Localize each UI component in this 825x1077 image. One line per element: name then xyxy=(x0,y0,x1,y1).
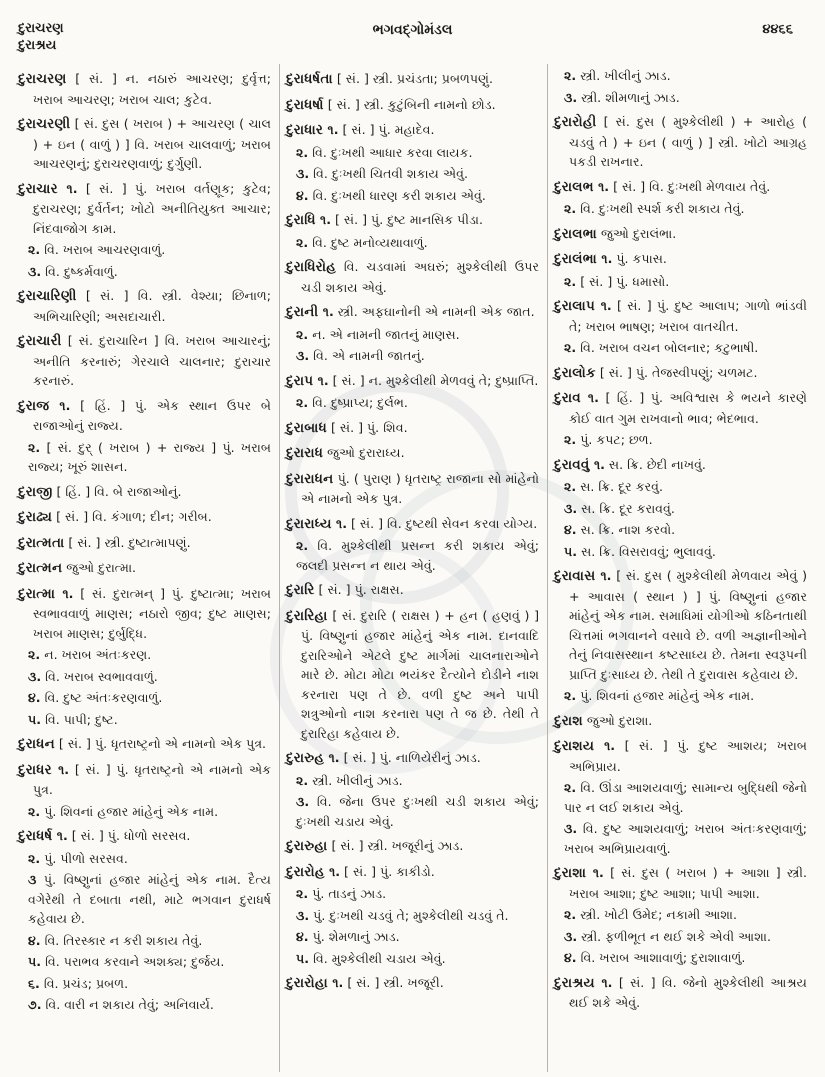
sense-number: ૧. xyxy=(52,828,68,843)
definition-text: પું. ( પુરાણ ) ધૃતરાષ્ટ્ર રાજાના સો માંહેનો એ નામનો એક પુત્ર. xyxy=(301,470,539,506)
headword: દુરાજી xyxy=(18,484,53,500)
definition-text: [ સં. ] પું. રાક્ષસ. xyxy=(314,582,404,597)
sense-line xyxy=(18,438,271,477)
definition-text: વિ. ખરાબ સ્વભાવવાળું. xyxy=(41,668,158,684)
column-3 xyxy=(547,64,815,1072)
sense-line xyxy=(286,393,539,413)
definition-text: [ સં. ] સ્ત્રી. ખજૂરીનું ઝાડ. xyxy=(327,838,464,853)
definition-text: વિ. જેના ઉપર દુઃખથી ચડી શકાય એવું; દુઃખથી ચડાય એવું. xyxy=(296,794,539,829)
definition-text: પું. તાડનું ઝાડ. xyxy=(308,886,387,901)
definition-text: [ હિં. ] પું. અવિશ્વાસ કે ભયને કારણે કોઈ વાત ગુમ રાખવાનો ભાવ; ભેદભાવ. xyxy=(569,390,807,426)
dictionary-entry xyxy=(286,95,539,116)
sense-number: ૨. xyxy=(296,538,309,553)
sense-line xyxy=(554,199,807,219)
sense-line xyxy=(554,88,807,108)
definition-text: [ સં. ] ન. મુશ્કેલીથી મેળવવું તે; દુષ્પ્રાપ્તિ. xyxy=(328,372,539,388)
dictionary-entry xyxy=(286,580,539,601)
dictionary-entry xyxy=(286,606,539,744)
headword: દુરાલાપ xyxy=(554,299,595,314)
sense-number: ૨. xyxy=(28,439,41,455)
sense-line xyxy=(554,66,807,86)
definition-text: પું. પીળો સરસવ. xyxy=(40,850,128,866)
sense-line xyxy=(554,520,807,540)
sense-line xyxy=(286,536,539,575)
definition-text: [ સં. ] ન. નઠારું આચરણ; દુર્વૃત્ત; ખરાબ આચરણ; ખરાબ ચાલ; કુટેવ. xyxy=(33,71,271,107)
sense-number: ૫. xyxy=(28,711,42,727)
sense-number: ૩. xyxy=(564,500,578,516)
sense-line xyxy=(554,905,807,925)
sense-number: ૧. xyxy=(593,178,610,194)
headword: દુરાશા xyxy=(554,866,587,881)
sense-number: ૩. xyxy=(564,821,578,836)
definition-text: [ સં. ] સ્ત્રી. પ્રચંડતા; પ્રબળપણું. xyxy=(332,71,494,86)
sense-line xyxy=(18,710,271,730)
headword: દુરાત્મન xyxy=(18,561,63,576)
headword: દુરારિ xyxy=(286,583,315,598)
dictionary-entry xyxy=(18,533,271,554)
sense-number: ૧. xyxy=(323,122,339,137)
definition-text: [ સં. ] પું. દુષ્ટ આલાપ; ગાળો ભાંડવી તે; ખરાબ ભાષણ; ખરાબ વાતચીત. xyxy=(569,298,807,334)
headword: દુરારુહ xyxy=(286,751,325,766)
sense-number: ૨. xyxy=(564,688,577,703)
sense-number: ૪. xyxy=(28,690,41,705)
headword: દુરાચારી xyxy=(18,334,62,349)
definition-text: [ સં. ] પું. કાકીડો. xyxy=(340,863,435,879)
definition-text: [ સં. ] પું. નાળિયેરીનું ઝાડ. xyxy=(339,750,481,765)
sense-line xyxy=(286,164,539,184)
sense-number: ૪. xyxy=(296,187,309,203)
sense-number: ૨. xyxy=(564,340,577,355)
headword: દુરારાધન xyxy=(286,471,334,487)
sense-line xyxy=(18,688,271,708)
definition-text: ન. ખરાબ અંતઃકરણ. xyxy=(40,647,152,662)
headword: દુરાધર્ષા xyxy=(286,97,324,113)
headword: દુરાધાર xyxy=(286,123,324,138)
definition-text: [ સં. ] પું. દુષ્ટ માનસિક પીડા. xyxy=(331,212,483,227)
definition-text: સ્ત્રી. ફળીભૂત ન થઈ શકે એવી આશા. xyxy=(577,928,771,944)
definition-text: પું. વિષ્ણુનાં હજાર માંહેનું એક નામ. દૈત્ય વગેરેથી તે દબાતા નથી, માટે ભગવાન દુરાધર્ષ કહેવાય છે. xyxy=(28,872,271,926)
definition-text: પું. કપાસ. xyxy=(612,251,667,266)
definition-text: વિ. દુષ્ટ આશયવાળું; ખરાબ અંતઃકરણવાળું; ખરાબ અભિપ્રાયવાળું. xyxy=(564,821,807,856)
headword: દુરાશય xyxy=(554,739,595,754)
headword: દુરાવ xyxy=(554,391,581,406)
sense-number: ૨. xyxy=(28,242,41,257)
definition-text: પું. શિવનાં હજાર માંહેનું એક નામ. xyxy=(576,688,755,703)
dictionary-entry xyxy=(554,112,807,172)
dictionary-entry xyxy=(286,862,539,883)
dictionary-entry xyxy=(554,363,807,384)
sense-number: ૩. xyxy=(296,166,310,181)
headword: દુરાધર xyxy=(18,762,52,778)
sense-line xyxy=(18,645,271,665)
sense-number: ૨. xyxy=(296,395,309,410)
sense-number: ૩ xyxy=(28,872,37,887)
sense-line xyxy=(554,778,807,817)
definition-text: વિ. દુષ્ટ અંતઃકરણવાળું. xyxy=(40,690,163,705)
sense-line xyxy=(554,338,807,358)
dictionary-entry xyxy=(554,388,807,428)
definition-text: સ. ક્રિ. વિસરાવવું; ભુલાવવું. xyxy=(577,543,716,559)
sense-line xyxy=(286,325,539,345)
definition-text: જુઓ દુરાશા. xyxy=(582,712,653,728)
definition-text: [ સં. ] પું. ધૃતરાષ્ટ્રનો એ નામનો એક પુત્ર. xyxy=(54,736,267,751)
dictionary-entry xyxy=(286,120,539,141)
headword: દુરાજ xyxy=(18,398,50,414)
definition-text: [ સં. દુસ ( મુશ્કેલીથી ) + આરોહ ( ચડવું તે ) + ઇન ( વાળું ) ] સ્ત્રી. ખોટો આગ્રહ પકડી રાખનાર. xyxy=(569,114,807,169)
headword: દુરાધન xyxy=(18,737,55,752)
dictionary-entry xyxy=(18,584,271,644)
sense-number: ૧. xyxy=(57,180,78,196)
dictionary-entry xyxy=(554,566,807,684)
sense-number: ૪. xyxy=(296,929,309,944)
definition-text: પું. શેમળાનું ઝાડ. xyxy=(308,929,400,944)
column-2 xyxy=(279,64,547,1072)
sense-number: ૧. xyxy=(589,456,605,472)
definition-text: વિ. દુષ્ટ મનોવ્યથાવાળું. xyxy=(308,234,428,250)
headword: દુરાધર્ષ xyxy=(18,829,53,844)
definition-text: [ સં. દુસ ( મુશ્કેલીથી મેળવાય એવું ) + આવાસ ( સ્થાન ) ] પું. વિષ્ણુનાં હજાર માંહેનું એક નામ. સમાધિમાં યોગીઓ કઠિનતાથી ચિત્તમાં ભગવાનને વસાવે છે. વળી અજ્ઞાનીઓને તેનું નિવાસસ્થાન કષ્ટસાધ્ય છે. તેમના સ્વરૂપની પ્રાપ્તિ દુઃસાધ્ય છે. તેથી તે દુરાવાસ કહેવાય છે. xyxy=(569,568,807,682)
dictionary-entry xyxy=(286,257,539,297)
sense-number: ૫. xyxy=(564,543,578,559)
definition-text: વિ. દુઃખથી આધાર કરવા લાયક. xyxy=(308,144,473,160)
definition-text: જુઓ દુરાત્મા. xyxy=(62,560,137,575)
sense-number: ૨. xyxy=(296,326,309,342)
definition-text: ન. એ નામની જાતનું માણસ. xyxy=(308,326,460,342)
headword: દુરારિહા xyxy=(286,608,328,624)
definition-text: [ સં. ] સ્ત્રી. કુટુંબિની નામનો છોડ. xyxy=(323,96,496,112)
sense-number: ૪. xyxy=(564,950,577,965)
definition-text: [ સં. ] સ્ત્રી. દુષ્ટાત્માપણું. xyxy=(64,534,191,550)
headword: દુરાત્મતા xyxy=(18,535,65,551)
headword: દુરાત્મા xyxy=(18,586,56,602)
headword: દુરાચરણ xyxy=(18,72,67,87)
definition-text: સ્ત્રી. શીમળાનું ઝાડ. xyxy=(577,89,680,105)
definition-text: વિ. દુઃખથી સ્પર્શ કરી શકાય તેવું. xyxy=(576,201,745,216)
sense-number: ૨. xyxy=(28,803,41,819)
dictionary-entry xyxy=(18,826,271,847)
sense-number: ૧. xyxy=(324,863,341,879)
sense-number: ૩. xyxy=(296,348,310,363)
definition-text: વિ. એ નામની જાતનું. xyxy=(309,348,425,363)
sense-number: ૪. xyxy=(28,932,41,948)
definition-text: [ સં. ] વિ. કંગાળ; દીન; ગરીબ. xyxy=(52,509,212,524)
definition-text: વિ. દુઃખથી ચિતવી શકાય એવું. xyxy=(309,166,469,181)
page-number: ૪૪૬૬ xyxy=(762,22,793,37)
dictionary-entry xyxy=(286,514,539,535)
definition-text: વિ. ખરાબ આચરણવાળું. xyxy=(40,242,166,257)
definition-text: [ સં. ] પું. ધોળો સરસવ. xyxy=(67,828,191,843)
dictionary-entry xyxy=(18,507,271,528)
headword: દુરારોહા xyxy=(286,976,328,991)
sense-line xyxy=(286,927,539,947)
headword: દુરારાધ xyxy=(286,446,324,461)
definition-text: વિ. મુશ્કેલીથી ચડાય એવું. xyxy=(309,950,446,966)
definition-text: વિ. દુઃખથી ધારણ કરી શકાય એવું. xyxy=(308,187,486,203)
sense-number: ૨. xyxy=(564,907,577,922)
sense-line xyxy=(18,995,271,1015)
sense-line xyxy=(554,542,807,562)
headword: દુરાલોક xyxy=(554,365,596,381)
dictionary-entry xyxy=(286,302,539,323)
sense-number: ૧. xyxy=(594,738,616,753)
sense-number: ૧. xyxy=(315,212,331,227)
definition-text: સ. ક્રિ. છેદી નાખવું. xyxy=(604,456,706,472)
sense-line xyxy=(18,802,271,822)
definition-text: [ સં. ] વિ. સ્ત્રી. વેશ્યા; છિનાળ; અભિચારિણી; અસદાચારી. xyxy=(33,288,271,324)
sense-number: ૧. xyxy=(313,372,329,388)
definition-text: પું. શિવનાં હજાર માંહેનું એક નામ. xyxy=(40,803,219,819)
dictionary-entry xyxy=(286,973,539,994)
definition-text: પું. દુઃખથી ચડવું તે; મુશ્કેલીથી ચડવું તે. xyxy=(309,907,509,923)
sense-number: ૧. xyxy=(595,568,612,583)
sense-number: ૨. xyxy=(28,647,41,662)
definition-text: [ સં. ] પું. તેજસ્વીપણું; ચળમટ. xyxy=(595,364,758,380)
definition-text: [ હિં. ] પું. એક સ્થાન ઉપર બે રાજાઓનું રાજ્ય. xyxy=(33,397,271,433)
dictionary-entry xyxy=(18,286,271,326)
sense-number: ૧. xyxy=(331,515,348,531)
sense-line xyxy=(286,346,539,366)
sense-line xyxy=(554,948,807,968)
dictionary-entry xyxy=(286,69,539,90)
dictionary-entry xyxy=(554,177,807,198)
sense-number: ૧. xyxy=(580,390,599,405)
sense-number: ૧. xyxy=(327,975,344,990)
dictionary-entry xyxy=(286,836,539,857)
sense-number: ૨. xyxy=(296,886,309,901)
definition-text: સ. ક્રિ. દૂર કરાવવું. xyxy=(577,500,675,516)
sense-number: ૨. xyxy=(564,780,577,795)
definition-text: [ સં. ] વિ. જેનો મુશ્કેલીથી આશ્રય થઈ શકે એવું. xyxy=(569,974,807,1010)
definition-text: જુઓ દુરારાધ્ય. xyxy=(323,445,405,460)
definition-text: વિ. વારી ન શકાય તેવું; અનિવાર્ય. xyxy=(41,997,214,1012)
definition-text: [ સં. દુરાચારિન ] વિ. ખરાબ આચારનું; અનીતિ કરનારું; ગેરચાલે ચાલનાર; દુરાચાર કરનારું. xyxy=(33,333,271,388)
definition-text: [ સં. ] વિ. દુઃખથી મેળવાય તેવું. xyxy=(609,178,771,194)
dictionary-entry xyxy=(18,760,271,800)
sense-line xyxy=(18,667,271,687)
headword: દુરાચરણી xyxy=(18,117,71,132)
sense-line xyxy=(286,143,539,163)
dictionary-entry xyxy=(286,469,539,509)
dictionary-entry xyxy=(554,863,807,903)
dictionary-entry xyxy=(18,69,271,109)
definition-text: સ. ક્રિ. દૂર કરવું. xyxy=(576,479,663,494)
dictionary-columns xyxy=(12,64,815,1077)
page-header xyxy=(0,14,825,64)
definition-text: [ હિં. ] વિ. બે રાજાઓનું. xyxy=(52,483,182,499)
dictionary-entry xyxy=(554,455,807,476)
dictionary-entry xyxy=(554,973,807,1013)
definition-text: [ સં. ] વિ. દુષ્ટથી સેવન કરવા યોગ્ય. xyxy=(347,515,538,531)
sense-line xyxy=(18,240,271,260)
headword: દુરાલભા xyxy=(554,226,598,242)
sense-line xyxy=(554,477,807,497)
sense-line xyxy=(554,499,807,519)
headword: દુરાની xyxy=(286,305,319,320)
definition-text: વિ. દુષ્કર્મવાળું. xyxy=(41,263,118,279)
headword: દુરાપ xyxy=(286,373,314,389)
sense-number: ૩. xyxy=(564,928,578,944)
dictionary-entry xyxy=(286,443,539,464)
definition-text: જુઓ દુરાલંભા. xyxy=(597,225,677,241)
sense-number: ૧. xyxy=(49,397,71,413)
definition-text: સ. ક્રિ. નાશ કરવો. xyxy=(576,522,676,537)
sense-number: ૧. xyxy=(594,974,613,990)
dictionary-entry xyxy=(554,224,807,245)
sense-number: ૨. xyxy=(564,201,577,216)
headword: દુરાચારિણી xyxy=(18,289,77,304)
definition-text: [ સં. ] પું. શિવ. xyxy=(326,419,408,435)
dictionary-entry xyxy=(18,114,271,174)
sense-line xyxy=(286,792,539,831)
sense-number: ૫. xyxy=(296,950,310,966)
definition-text: વિ. ખરાબ આશાવાળું; દુરાશાવાળું. xyxy=(576,950,746,965)
definition-text: [ સં. ] પું. મહાદેવ. xyxy=(338,122,435,137)
sense-line xyxy=(18,931,271,951)
sense-line xyxy=(286,233,539,253)
sense-line xyxy=(286,884,539,904)
sense-line xyxy=(554,686,807,706)
definition-text: વિ. પરાભવ કરવાને અશક્ય; દુર્જય. xyxy=(41,954,225,969)
definition-text: [ સં. દુસ ( ખરાબ ) + આશા ] સ્ત્રી. ખરાબ આશા; દુષ્ટ આશા; પાપી આશા. xyxy=(569,865,807,901)
definition-text: પું. કપટ; છળ. xyxy=(576,432,653,447)
headword: દુરાલંભા xyxy=(554,252,598,267)
headword: દુરારોહી xyxy=(554,115,597,130)
dictionary-entry xyxy=(286,371,539,392)
definition-text: સ્ત્રી. ખીલીનું ઝાડ. xyxy=(576,68,671,83)
sense-number: ૧. xyxy=(586,865,604,880)
definition-text: વિ. ચડવામાં અઘરું; મુશ્કેલીથી ઉપર ચડી શકાય એવું. xyxy=(301,259,539,295)
sense-number: ૬. xyxy=(28,975,40,991)
headword: દુરાચાર xyxy=(18,181,58,197)
sense-line xyxy=(554,430,807,450)
sense-number: ૩. xyxy=(28,263,42,279)
sense-line xyxy=(286,906,539,926)
definition-text: [ સં. દુસ ( ખરાબ ) + આચરણ ( ચાલ ) + ઇન ( વાળું ) ] વિ. ખરાબ ચાલવાળું; ખરાબ આચરણનું; દુરાચરણવાળું; દુર્ગુણી. xyxy=(33,116,271,171)
definition-text: [ સં. દુર્ ( ખરાબ ) + રાજ્ય ] પું. ખરાબ રાજ્ય; ખૂરું શાસન. xyxy=(28,439,271,474)
sense-number: ૨. xyxy=(296,144,309,160)
headword: દુરાધર્ષતા xyxy=(286,72,333,87)
definition-text: [ સં. દુરાત્મન્ ] પું. દુષ્ટાત્મા; ખરાબ સ્વભાવવાળું માણસ; નઠારો જીવ; દુષ્ટ માણસ; ખરાબ માણસ; દુર્બુદ્ધિ. xyxy=(33,585,271,641)
sense-number: ૨. xyxy=(296,772,309,788)
sense-line xyxy=(18,262,271,282)
dictionary-entry xyxy=(18,179,271,239)
headword: દુરાશ્રય xyxy=(554,975,595,991)
sense-number: ૨. xyxy=(564,273,577,289)
dictionary-entry xyxy=(554,736,807,776)
sense-number: ૧. xyxy=(597,251,613,266)
definition-text: [ સં. ] પું. ધમાસો. xyxy=(576,273,670,289)
headword: દુરારોહ xyxy=(286,864,325,880)
definition-text: વિ. દુષ્પ્રાપ્ય; દુર્લભ. xyxy=(308,395,408,410)
sense-number: ૨. xyxy=(564,479,577,494)
dictionary-entry xyxy=(554,711,807,732)
dictionary-entry xyxy=(286,418,539,439)
sense-line xyxy=(18,849,271,869)
sense-number: ૧. xyxy=(55,585,74,601)
sense-line xyxy=(286,771,539,791)
definition-text: વિ. પાપી; દુષ્ટ. xyxy=(41,711,118,727)
sense-line xyxy=(18,952,271,972)
headword: દુરાધિરોહ xyxy=(286,260,337,275)
headword: દુરારાધ્ય xyxy=(286,516,332,532)
headword: દુરાવાસ xyxy=(554,569,596,584)
sense-number: ૧. xyxy=(51,761,70,777)
sense-number: ૩. xyxy=(564,89,578,105)
dictionary-entry xyxy=(18,558,271,579)
definition-text: વિ. પ્રચંડ; પ્રબળ. xyxy=(39,975,129,991)
definition-text: વિ. ખરાબ વચન બોલનાર; કટુભાષી. xyxy=(576,340,759,355)
definition-text: વિ. મુશ્કેલીથી પ્રસન્ન કરી શકાય એવું; જલદી પ્રસન્ન ન થાય એવું. xyxy=(296,538,539,573)
headword: દુરાઢ્ય xyxy=(18,510,53,525)
sense-number: ૧. xyxy=(594,298,612,313)
sense-number: ૩. xyxy=(296,907,310,923)
sense-number: ૭. xyxy=(28,997,42,1012)
definition-text: સ્ત્રી. અફઘાનોની એ નામની એક જાત. xyxy=(333,304,535,319)
column-1 xyxy=(12,64,279,1072)
definition-text: સ્ત્રી. ખીલીનું ઝાડ. xyxy=(308,772,403,788)
dictionary-entry xyxy=(18,331,271,391)
definition-text: સ્ત્રી. ખોટી ઉમેદ; નકામી આશા. xyxy=(576,907,738,922)
sense-number: ૩. xyxy=(28,668,42,684)
definition-text: [ સં. ] પું. દુષ્ટ આશય; ખરાબ અભિપ્રાય. xyxy=(569,738,807,774)
sense-line xyxy=(18,974,271,994)
sense-line xyxy=(286,186,539,206)
headword: દુરાશ xyxy=(554,713,583,729)
sense-number: ૧. xyxy=(324,750,340,765)
guide-word-top: દુરાચરણ xyxy=(18,21,64,36)
sense-line xyxy=(554,819,807,858)
dictionary-entry xyxy=(554,296,807,336)
sense-line xyxy=(554,927,807,947)
sense-number: ૨. xyxy=(28,850,41,866)
sense-number: ૨. xyxy=(564,432,577,447)
sense-number: ૨. xyxy=(296,234,309,250)
sense-number: ૧. xyxy=(318,304,334,319)
sense-number: ૨. xyxy=(564,68,577,83)
dictionary-entry xyxy=(18,482,271,503)
sense-number: ૩. xyxy=(296,794,310,809)
headword: દુરાબાધ xyxy=(286,420,327,436)
sense-line xyxy=(18,870,271,929)
sense-line xyxy=(554,272,807,292)
headword: દુરાલભ xyxy=(554,179,594,195)
headword: દુરાધિ xyxy=(286,213,316,228)
dictionary-entry xyxy=(286,210,539,231)
headword: દુરારુહા xyxy=(286,839,328,854)
definition-text: [ સં. ] પું. ધૃતરાષ્ટ્રનો એ નામનો એક પુત્ર. xyxy=(33,761,272,797)
dictionary-entry xyxy=(286,748,539,769)
definition-text: [ સં. ] સ્ત્રી. ખજૂરી. xyxy=(343,975,444,990)
definition-text: [ સં. દુરારિ ( રાક્ષસ ) + હન ( હણવું ) ] પું. વિષ્ણુનાં હજાર માંહેનું એક નામ. દાનવાદિ દુરારિઓને એટલે દુષ્ટ માર્ગમાં ચાલનારાઓને મારે છે. મોટા મોટા ભયંકર દૈત્યોને દોડીને નાશ કરનારા પણ તે છે. વળી દુષ્ટ અને પાપી શત્રુઓનો નાશ કરનારા પણ તે જ છે. તેથી તે દુરારિહા કહેવાય છે. xyxy=(301,607,539,741)
definition-text: વિ. ઊંડા આશયવાળું; સામાન્ય બુદ્ધિથી જેનો પાર ન લઈ શકાય એવું. xyxy=(564,780,807,815)
sense-number: ૪. xyxy=(564,522,577,537)
headword: દુરાવવું xyxy=(554,457,590,473)
sense-number: ૫. xyxy=(28,954,42,969)
dictionary-entry xyxy=(554,249,807,270)
definition-text: [ સં. ] પું. ખરાબ વર્તણૂક; કુટેવ; દુરાચરણ; દુર્વર્તન; ખોટો અનીતિયુક્ત આચાર; નિંદવાજોગ કામ. xyxy=(33,180,271,236)
sense-line xyxy=(286,949,539,969)
guide-word-bottom: દુરાશ્રય xyxy=(18,38,57,53)
page-title: ભગવદ્ગોમંડલ xyxy=(372,22,453,38)
definition-text: વિ. તિરસ્કાર ન કરી શકાય તેવું. xyxy=(40,932,203,948)
dictionary-entry xyxy=(18,396,271,436)
dictionary-entry xyxy=(18,734,271,755)
